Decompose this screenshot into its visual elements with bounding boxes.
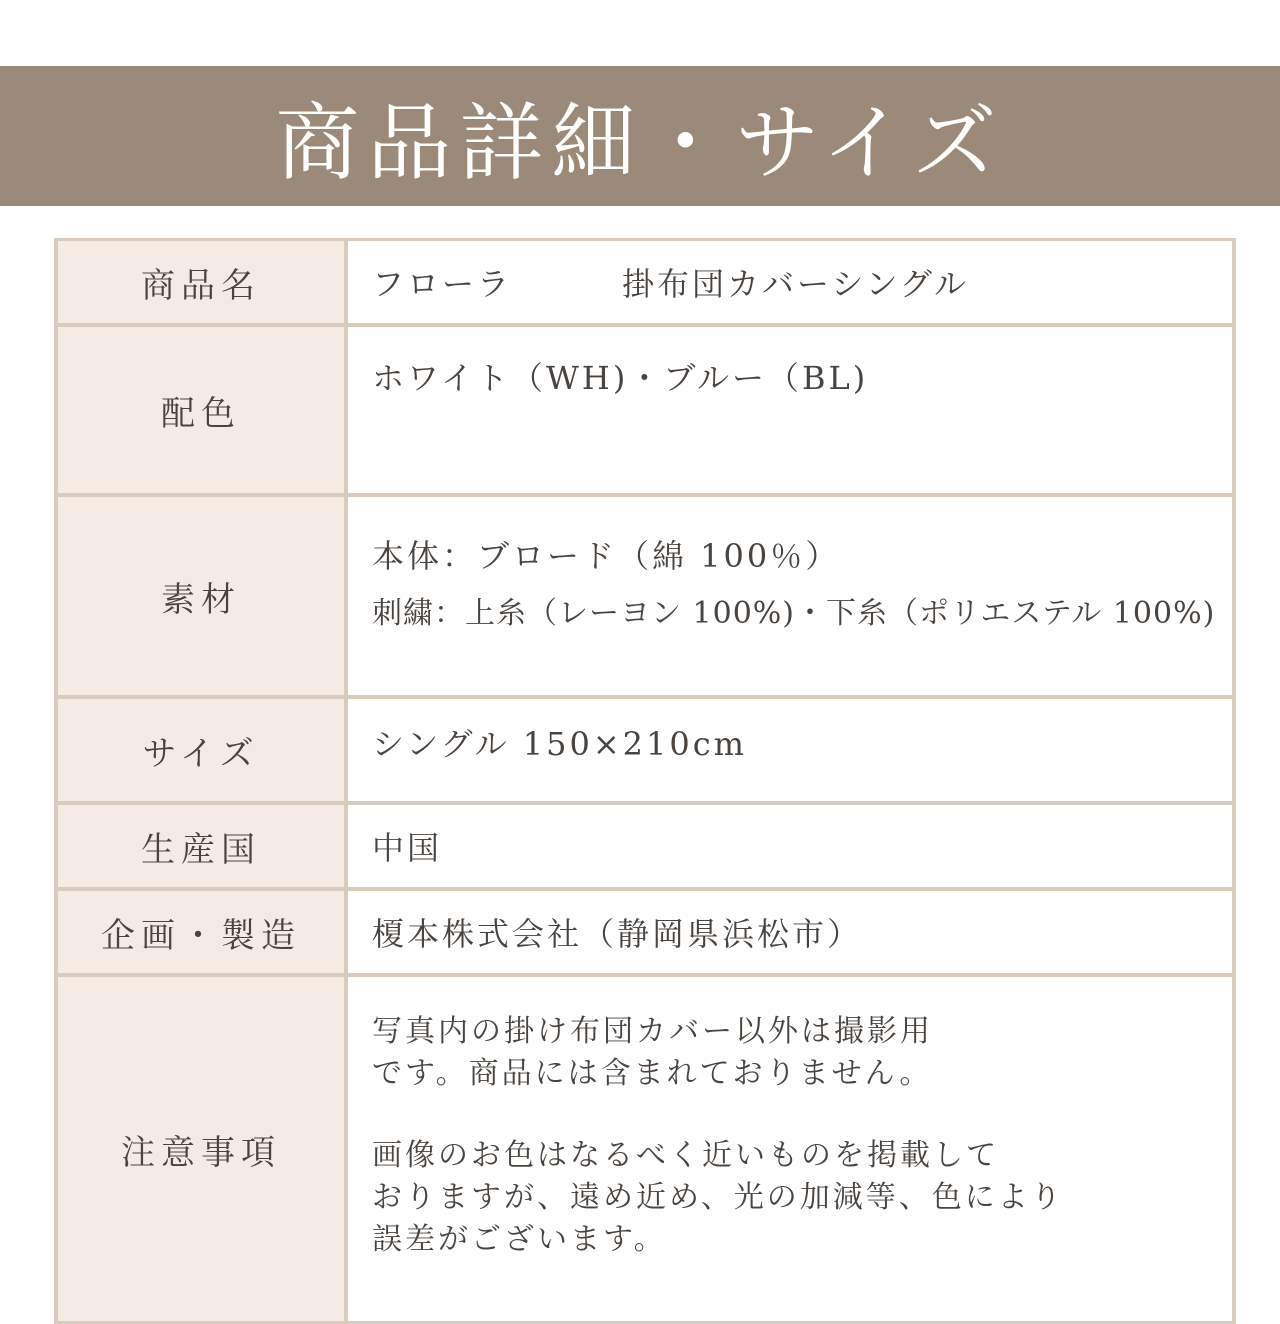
table-row-color [56,325,1234,495]
maker-label: 企画・製造 [56,889,346,975]
size-value-cell [346,697,1234,803]
origin-label: 生産国 [56,803,346,889]
notes-line: です。商品には含まれておりません。 [372,1056,933,1091]
product-name-label: 商品名 [56,240,346,326]
notes-line: おりますが、遠め近め、光の加減等、色により [372,1180,1064,1215]
table-row-size [56,697,1234,803]
size-value: シングル 150×210cm [372,725,748,763]
material-value-cell [346,495,1234,697]
page-title: 商品詳細・サイズ [275,93,1005,192]
product-name-value [346,240,1234,326]
material-body: 本体：ブロード（綿 100％） [372,537,841,575]
notes-paragraph-gap [372,1095,1220,1135]
table-row-material [56,495,1234,697]
notes-line: 誤差がございます。 [372,1222,667,1257]
table-row-origin [56,803,1234,889]
maker-value: 榎本株式会社（静岡県浜松市） [346,889,1234,975]
header-banner [0,66,1280,206]
notes-label: 注意事項 [56,975,346,1323]
size-label: サイズ [56,697,346,803]
product-series: フローラ [372,265,513,303]
material-embroidery: 刺繍：上糸（レーヨン 100%)・下糸（ポリエステル 100%) [372,596,1216,631]
color-label: 配色 [56,325,346,495]
material-label: 素材 [56,495,346,697]
notes-line: 写真内の掛け布団カバー以外は撮影用 [372,1014,933,1049]
spec-table [54,238,1236,1324]
table-row-maker [56,889,1234,975]
table-row-notes [56,975,1234,1323]
color-value: ホワイト（WH)・ブルー（BL) [372,359,869,397]
notes-line: 画像のお色はなるべく近いものを掲載して [372,1138,999,1173]
notes-value-cell [346,975,1234,1323]
table-row-product-name [56,240,1234,326]
color-value-cell [346,325,1234,495]
origin-value: 中国 [346,803,1234,889]
product-item: 掛布団カバーシングル [622,265,969,303]
